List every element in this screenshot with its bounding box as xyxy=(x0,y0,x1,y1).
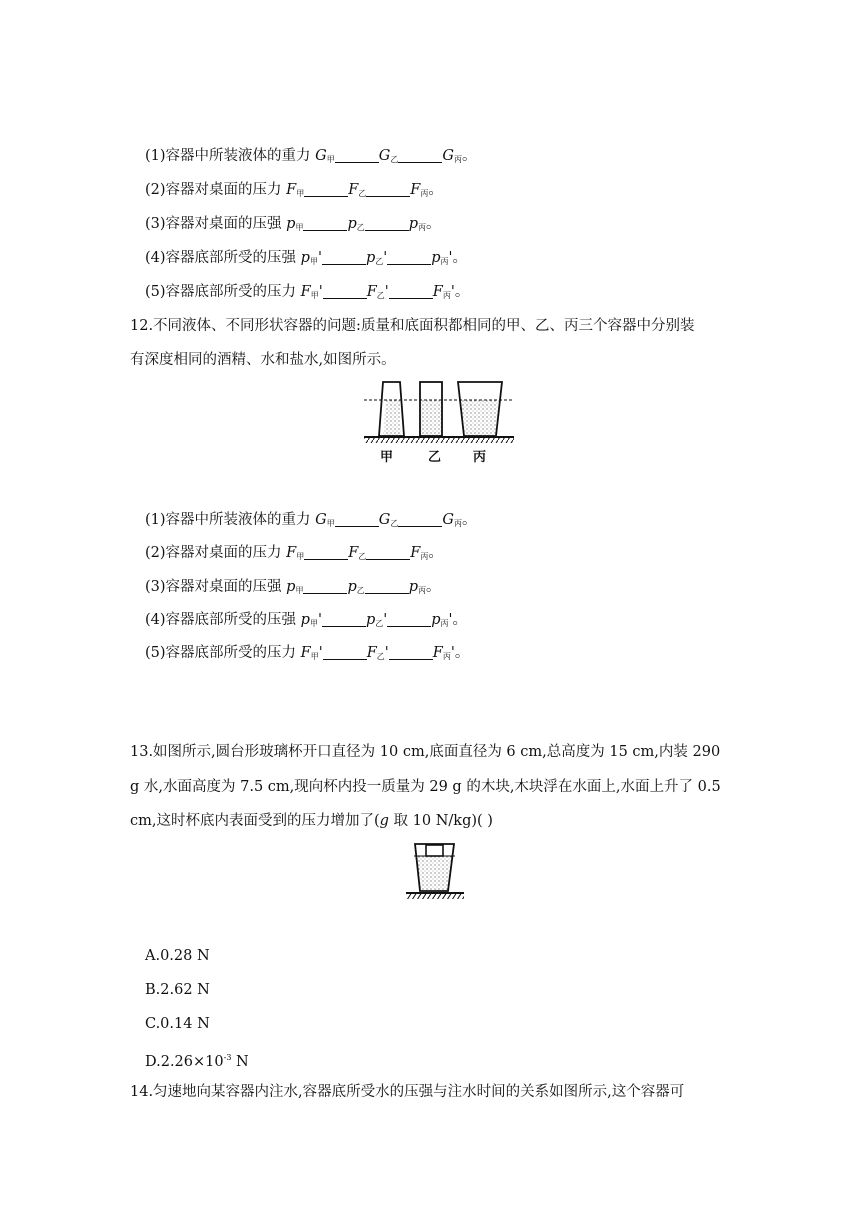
answer-blank[interactable] xyxy=(389,645,433,660)
container-yi-liquid xyxy=(420,400,442,436)
q13-line1: 13.如图所示,圆台形玻璃杯开口直径为 10 cm,底面直径为 6 cm,总高度为 15 cm,内装 290 xyxy=(130,744,721,760)
label-yi: 乙 xyxy=(428,450,442,465)
q12-line2: 有深度相同的酒精、水和盐水,如图所示。 xyxy=(130,352,396,368)
q12-line1: 12.不同液体、不同形状容器的问题:质量和底面积都相同的甲、乙、丙三个容器中分别装 xyxy=(130,318,695,334)
answer-blank[interactable] xyxy=(335,148,379,163)
option-b[interactable]: B.2.62 N xyxy=(145,982,210,998)
answer-blank[interactable] xyxy=(322,250,366,265)
cup-figure xyxy=(402,836,466,902)
block1-q2: (2)容器对桌面的压力 $F_甲$ $F_乙$ $F_丙$。 xyxy=(145,182,443,198)
answer-blank[interactable] xyxy=(365,579,409,594)
label-jia: 甲 xyxy=(380,450,394,465)
answer-blank[interactable] xyxy=(303,216,347,231)
block2-q4: (4)容器底部所受的压强 $p_甲'$ $p_乙'$ $p_丙'$。 xyxy=(145,612,468,628)
container-jia-liquid xyxy=(383,400,401,436)
option-a[interactable]: A.0.28 N xyxy=(145,948,210,964)
option-c[interactable]: C.0.14 N xyxy=(145,1016,210,1032)
answer-blank[interactable] xyxy=(323,284,367,299)
q13-line2: g 水,水面高度为 7.5 cm,现向杯内投一质量为 29 g 的木块,木块浮在水面上,水面上升了 0.5 xyxy=(130,779,721,795)
answer-blank[interactable] xyxy=(366,545,410,560)
label-bing: 丙 xyxy=(473,450,487,465)
answer-blank[interactable] xyxy=(304,182,348,197)
wood-block xyxy=(426,845,443,856)
answer-blank[interactable] xyxy=(398,148,442,163)
block1-q1: (1)容器中所装液体的重力 $G_甲$ $G_乙$ $G_丙$。 xyxy=(145,148,477,164)
q14-line1: 14.匀速地向某容器内注水,容器底所受水的压强与注水时间的关系如图所示,这个容器可 xyxy=(130,1084,685,1100)
option-d[interactable]: $D.2.26\times 10^{-3}$ N xyxy=(145,1053,249,1070)
answer-blank[interactable] xyxy=(387,250,431,265)
block2-q2: (2)容器对桌面的压力 $F_甲$ $F_乙$ $F_丙$。 xyxy=(145,545,443,561)
block1-q4: (4)容器底部所受的压强 $p_甲'$ $p_乙'$ $p_丙'$。 xyxy=(145,250,468,266)
block1-q3: (3)容器对桌面的压强 $p_甲$ $p_乙$ $p_丙$。 xyxy=(145,216,441,232)
answer-blank[interactable] xyxy=(365,216,409,231)
block2-q1: (1)容器中所装液体的重力 $G_甲$ $G_乙$ $G_丙$。 xyxy=(145,512,477,528)
answer-blank[interactable] xyxy=(387,612,431,627)
container-bing-liquid xyxy=(461,400,499,436)
answer-blank[interactable] xyxy=(322,612,366,627)
answer-blank[interactable] xyxy=(323,645,367,660)
answer-blank[interactable] xyxy=(389,284,433,299)
block2-q5: (5)容器底部所受的压力 $F_甲'$ $F_乙'$ $F_丙'$。 xyxy=(145,645,470,661)
answer-blank[interactable] xyxy=(366,182,410,197)
answer-blank[interactable] xyxy=(303,579,347,594)
answer-blank[interactable] xyxy=(335,512,379,527)
cup-water xyxy=(416,856,453,891)
block2-q3: (3)容器对桌面的压强 $p_甲$ $p_乙$ $p_丙$。 xyxy=(145,579,441,595)
block1-q5: (5)容器底部所受的压力 $F_甲'$ $F_乙'$ $F_丙'$。 xyxy=(145,284,470,300)
q13-line3: cm,这时杯底内表面受到的压力增加了(g 取 10 N/kg)( ) xyxy=(130,813,493,829)
answer-blank[interactable] xyxy=(398,512,442,527)
answer-blank[interactable] xyxy=(304,545,348,560)
